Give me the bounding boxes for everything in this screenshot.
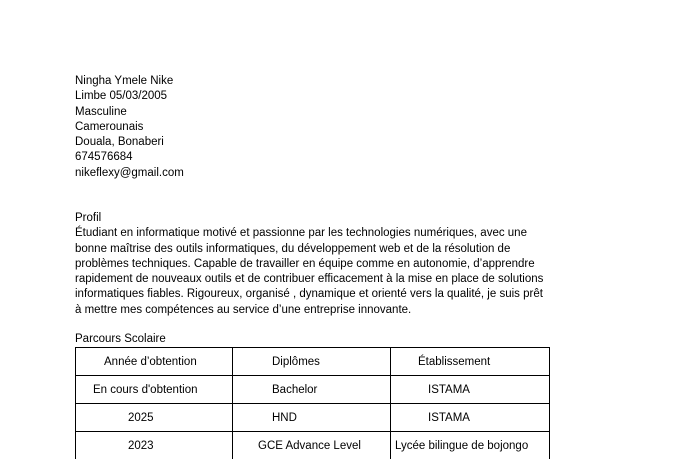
profil-title: Profil: [75, 212, 102, 224]
table-cell: [391, 376, 550, 404]
row-school: ISTAMA: [428, 411, 470, 424]
header-cell-year: [76, 348, 233, 376]
row-diploma: Bachelor: [272, 383, 318, 396]
table-cell: [76, 376, 233, 404]
header-cell-diploma: [233, 348, 391, 376]
row-year: 2025: [128, 411, 154, 424]
table-cell: [76, 432, 233, 459]
contact-block: [75, 74, 184, 181]
profil-section: [75, 211, 565, 318]
table-header-row: [76, 348, 550, 376]
table-cell: [233, 404, 391, 432]
contact-gender: Masculine: [75, 105, 127, 118]
row-year: En cours d'obtention: [93, 383, 198, 396]
table-cell: [233, 376, 391, 404]
table-row: [76, 376, 550, 404]
contact-nationality: Camerounais: [75, 120, 144, 133]
profil-body: Étudiant en informatique motivé et passionne par les technologies numériques, avec une bonne maîtrise des outils informatiques, du développement web et de la résolution de problèmes techniques. Capable de travailler en équipe comme en autonomie, d’apprendre rapidement de nouveaux outils et de contribuer efficacement à la mise en place de solutions informatiques fiables. Rigoureux, organisé , dynamique et orienté vers la qualité, je suis prêt à mettre mes compétences au service d’une entreprise innovante.: [75, 227, 544, 316]
education-table: [75, 347, 550, 459]
table-cell: [391, 404, 550, 432]
contact-name: Ningha Ymele Nike: [75, 75, 174, 87]
contact-email: nikeflexy@gmail.com: [75, 166, 184, 179]
row-year: 2023: [128, 439, 154, 452]
parcours-title: Parcours Scolaire: [75, 333, 166, 345]
table-cell: [391, 432, 550, 459]
contact-birth: Limbe 05/03/2005: [75, 90, 168, 103]
contact-address: Douala, Bonaberi: [75, 136, 164, 149]
table-row: [76, 404, 550, 432]
row-diploma: HND: [272, 411, 297, 424]
header-cell-school: [391, 348, 550, 376]
row-school: Lycée bilingue de bojongo: [395, 439, 529, 452]
header-diploma-label: Diplômes: [272, 355, 320, 368]
table-row: [76, 432, 550, 459]
table-cell: [233, 432, 391, 459]
header-year-label: Année d’obtention: [104, 355, 197, 368]
header-school-label: Établissement: [418, 355, 491, 368]
table-cell: [76, 404, 233, 432]
row-diploma: GCE Advance Level: [258, 439, 361, 452]
row-school: ISTAMA: [428, 383, 470, 396]
contact-phone: 674576684: [75, 151, 133, 164]
